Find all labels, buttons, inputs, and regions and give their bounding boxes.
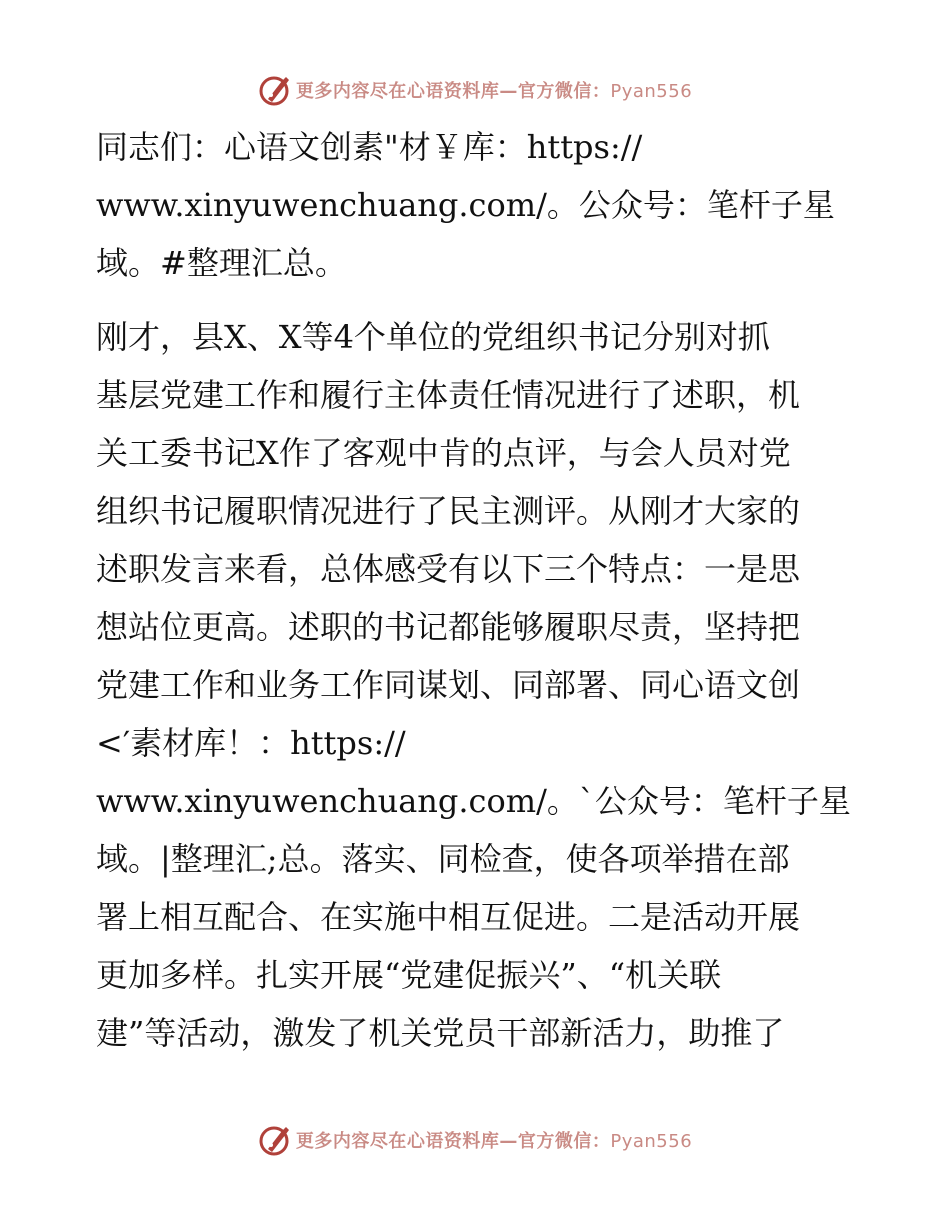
pen-logo-icon [258,73,292,107]
footer-banner [0,1120,950,1160]
text-line: 基层党建工作和履行主体责任情况进行了述职，机 [96,376,801,414]
text-line: 刚才，县X、X等4个单位的党组织书记分别对抓 [96,318,770,356]
header-banner [0,70,950,110]
footer-banner-message: 更多内容尽在心语资料库—官方微信： [295,1131,611,1152]
paragraph-2 [96,308,856,1062]
text-line: 同志们：心语文创素"材￥库：https:// [96,128,643,166]
document-body [96,118,856,1062]
text-line: 署上相互配合、在实施中相互促进。二是活动开展 [96,898,801,936]
text-line: 想站位更高。述职的书记都能够履职尽责，坚持把 [96,608,801,646]
text-line: www.xinyuwenchuang.com/。公众号：笔杆子星 [96,186,835,224]
text-line: <′素材库！：https:// [96,724,406,762]
paragraph-1 [96,118,856,292]
text-line: 域。|整理汇;总。落实、同检查，使各项举措在部 [96,840,790,878]
header-banner-text [296,77,692,103]
header-banner-account: Pyan556 [610,81,693,102]
pen-logo-icon [258,1123,292,1157]
text-line: www.xinyuwenchuang.com/。`公众号：笔杆子星 [96,782,851,820]
text-line: 组织书记履职情况进行了民主测评。从刚才大家的 [96,492,801,530]
text-line: 党建工作和业务工作同谋划、同部署、同心语文创 [96,666,801,704]
footer-banner-account: Pyan556 [610,1131,693,1152]
text-line: 域。#整理汇总。 [96,244,347,282]
text-line: 述职发言来看，总体感受有以下三个特点：一是思 [96,550,801,588]
text-line: 关工委书记X作了客观中肯的点评，与会人员对党 [96,434,791,472]
text-line: 建”等活动，激发了机关党员干部新活力，助推了 [96,1014,785,1052]
header-banner-message: 更多内容尽在心语资料库—官方微信： [295,81,611,102]
text-line: 更加多样。扎实开展“党建促振兴”、“机关联 [96,956,722,994]
footer-banner-text [296,1127,692,1153]
